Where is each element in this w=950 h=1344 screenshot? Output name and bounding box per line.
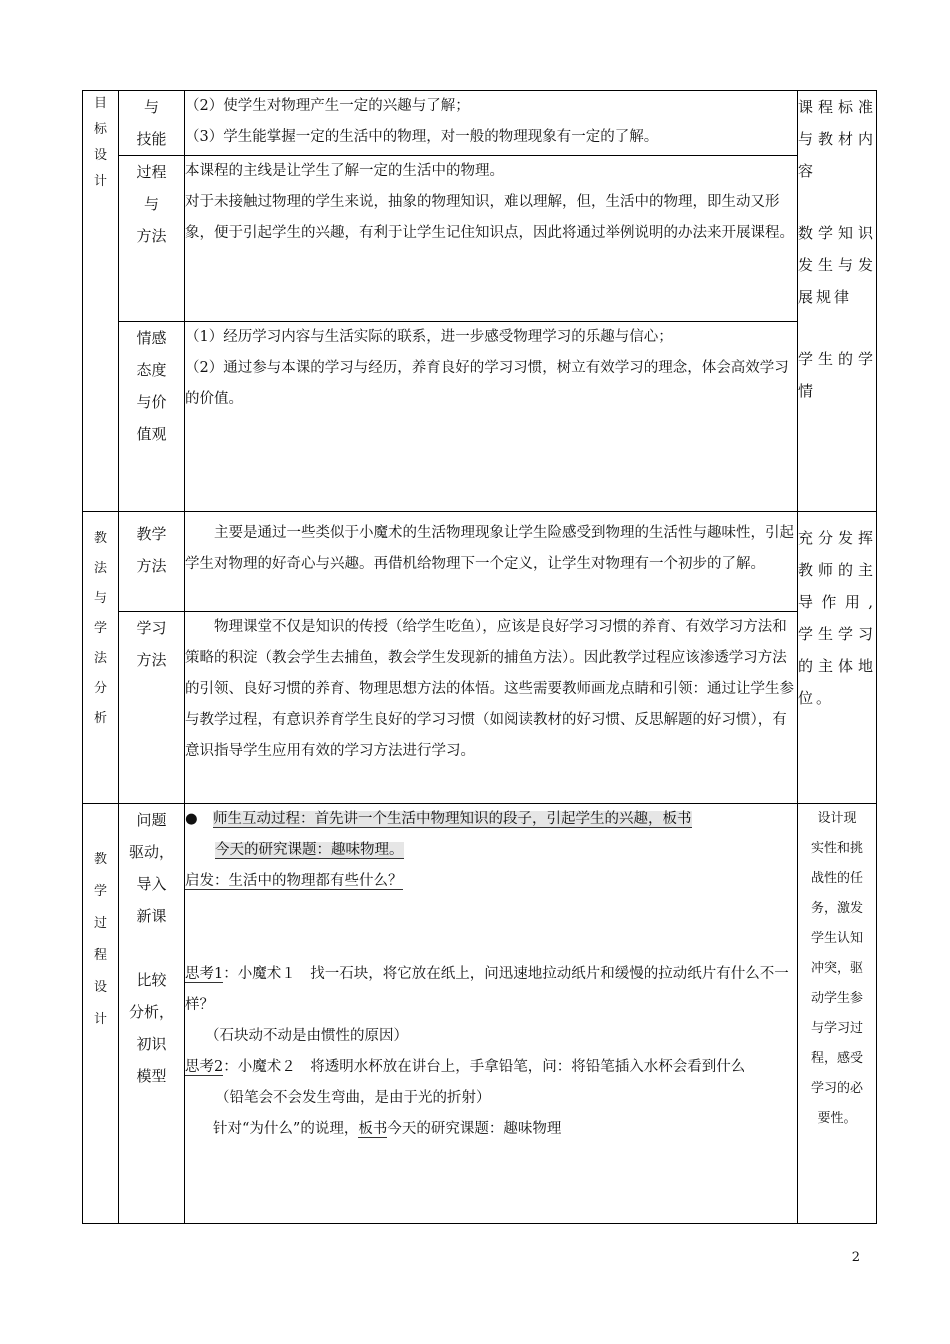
skills-content: （2）使学生对物理产生一定的兴趣与了解； （3）学生能掌握一定的生活中的物理，对一般的物理现象有一定的了解。 <box>185 91 798 156</box>
process-design-right-notes: 设计现 实性和挑 战性的任 务，激发 学生认知 冲突，驱 动学生参 与学习过 程，感受 学习的必 要性。 <box>798 804 877 1224</box>
methods-section-label: 教 法 与 学 法 分 析 <box>83 512 119 804</box>
attitude-content: （1）经历学习内容与生活实际的联系，进一步感受物理学习的乐趣与信心； （2）通过参与本课的学习与经历，养育良好的学习习惯，树立有效学习的理念，体会高效学习的价值。 <box>185 322 798 512</box>
objectives-right-notes: 课程标准与教材内容 数学知识发生与发展规律 学生的学情 <box>798 91 877 512</box>
page-number: 2 <box>851 1250 860 1265</box>
process-design-section-label: 教 学 过 程 设 计 <box>83 804 119 1224</box>
teaching-method-label: 教学 方法 <box>119 512 185 612</box>
process-label: 过程 与 方法 <box>119 156 185 322</box>
methods-right-notes: 充分发挥教师的主导作用,学生学习的主体地位。 <box>798 512 877 804</box>
lesson-plan-table <box>82 90 877 1224</box>
interaction-bullet: ● 师生互动过程：首先讲一个生活中物理知识的段子，引起学生的兴趣，板书 <box>185 804 797 835</box>
skills-label: 与 技能 <box>119 91 185 156</box>
objectives-section-label: 目 标 设 计 <box>83 91 119 512</box>
learning-method-content: 物理课堂不仅是知识的传授（给学生吃鱼），应该是良好学习习惯的养育、有效学习方法和策略的积淀（教会学生去捕鱼，教会学生发现新的捕鱼方法）。因此教学过程应该渗透学习方法的引领、良好习惯的养育、物理思想方法的体悟。这些需要教师画龙点睛和引领：通过让学生参与教学过程，有意识养育学生良好的学习习惯（如阅读教材的好习惯、反思解题的好习惯），有意识指导学生应用有效的学习方法进行学习。 <box>185 612 798 804</box>
teaching-method-content: 主要是通过一些类似于小魔术的生活物理现象让学生险感受到物理的生活性与趣味性，引起学生对物理的好奇心与兴趣。再借机给物理下一个定义，让学生对物理有一个初步的了解。 <box>185 512 798 612</box>
process-design-content: ● 师生互动过程：首先讲一个生活中物理知识的段子，引起学生的兴趣，板书 今天的研究课题：趣味物理。 启发：生活中的物理都有些什么？ 思考1：小魔术１ 找一石块，将它放在纸上，问迅速地拉动纸片和缓慢的拉动纸片有什么不一样？ （石块动不动是由惯性的原因） 思考2：小魔术２ 将透明水杯放在讲台上，手拿铅笔，问：将铅笔插入水杯会看到什么 （铅笔会不会发生弯曲，是由于光的折射） 针对“为什么”的说理，板书今天的研究课题：趣味物理 <box>185 804 798 1224</box>
process-content: 本课程的主线是让学生了解一定的生活中的物理。 对于未接触过物理的学生来说，抽象的物理知识，难以理解，但，生活中的物理，即生动又形象，便于引起学生的兴趣，有利于让学生记住知识点，因此将通过举例说明的办法来开展课程。 <box>185 156 798 322</box>
learning-method-label: 学习 方法 <box>119 612 185 804</box>
attitude-label: 情感 态度 与价 值观 <box>119 322 185 512</box>
process-design-labels: 问题 驱动， 导入 新课 比较 分析， 初识 模型 <box>119 804 185 1224</box>
bullet-icon: ● <box>185 811 198 827</box>
